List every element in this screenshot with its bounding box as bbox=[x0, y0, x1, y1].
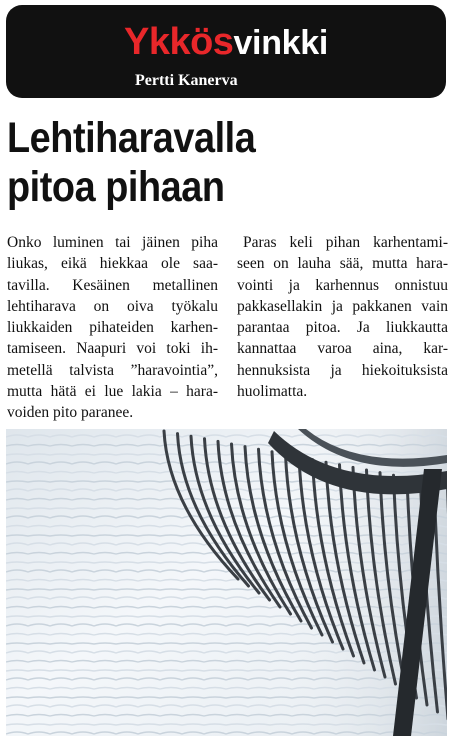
body-line: lehtiharava on oiva työkalu bbox=[7, 297, 218, 315]
headline-line-2: pitoa pihaan bbox=[7, 163, 225, 211]
body-line: Onko luminen tai jäinen piha bbox=[7, 234, 218, 251]
body-line: voiden pito paranee. bbox=[7, 404, 134, 422]
article-headline bbox=[7, 114, 392, 212]
logo-main-text: Ykkös bbox=[123, 21, 234, 63]
body-line: tamiseen. Naapuri voi toki ih- bbox=[7, 340, 218, 358]
body-line: liukkaiden pihateiden karhen- bbox=[7, 319, 218, 337]
rake-in-snow-photo bbox=[6, 429, 447, 736]
body-line: metellä talvista ”haravointia”, bbox=[7, 361, 218, 379]
body-line: kannattaa varoa aina, kar- bbox=[237, 340, 448, 358]
body-line: pakkasellakin ja pakkanen vain bbox=[237, 297, 448, 315]
logo-suffix-text: vinkki bbox=[233, 24, 329, 62]
rake-illustration bbox=[6, 429, 447, 736]
body-column-right bbox=[237, 232, 448, 402]
column-banner bbox=[6, 5, 446, 98]
body-line: hennuksista ja hiekoituksista bbox=[237, 361, 448, 379]
body-line: mutta hätä ei lue lakia – hara- bbox=[7, 383, 218, 401]
body-line: tavilla. Kesäinen metallinen bbox=[7, 276, 218, 294]
body-line: huolimatta. bbox=[237, 383, 308, 401]
body-line: liukas, eikä hiekkaa ole saa- bbox=[7, 255, 218, 273]
body-line: vointi ja karhennus onnistuu bbox=[237, 276, 448, 294]
author-byline: Pertti Kanerva bbox=[135, 72, 238, 89]
body-line: parantaa pitoa. Ja liukkautta bbox=[237, 319, 448, 337]
column-logo bbox=[6, 23, 446, 61]
body-column-left bbox=[7, 232, 218, 424]
body-line: seen on lauha sää, mutta hara- bbox=[237, 255, 448, 273]
headline-line-1: Lehtiharavalla bbox=[7, 114, 256, 162]
body-line: Paras keli pihan karhentami- bbox=[243, 234, 448, 251]
